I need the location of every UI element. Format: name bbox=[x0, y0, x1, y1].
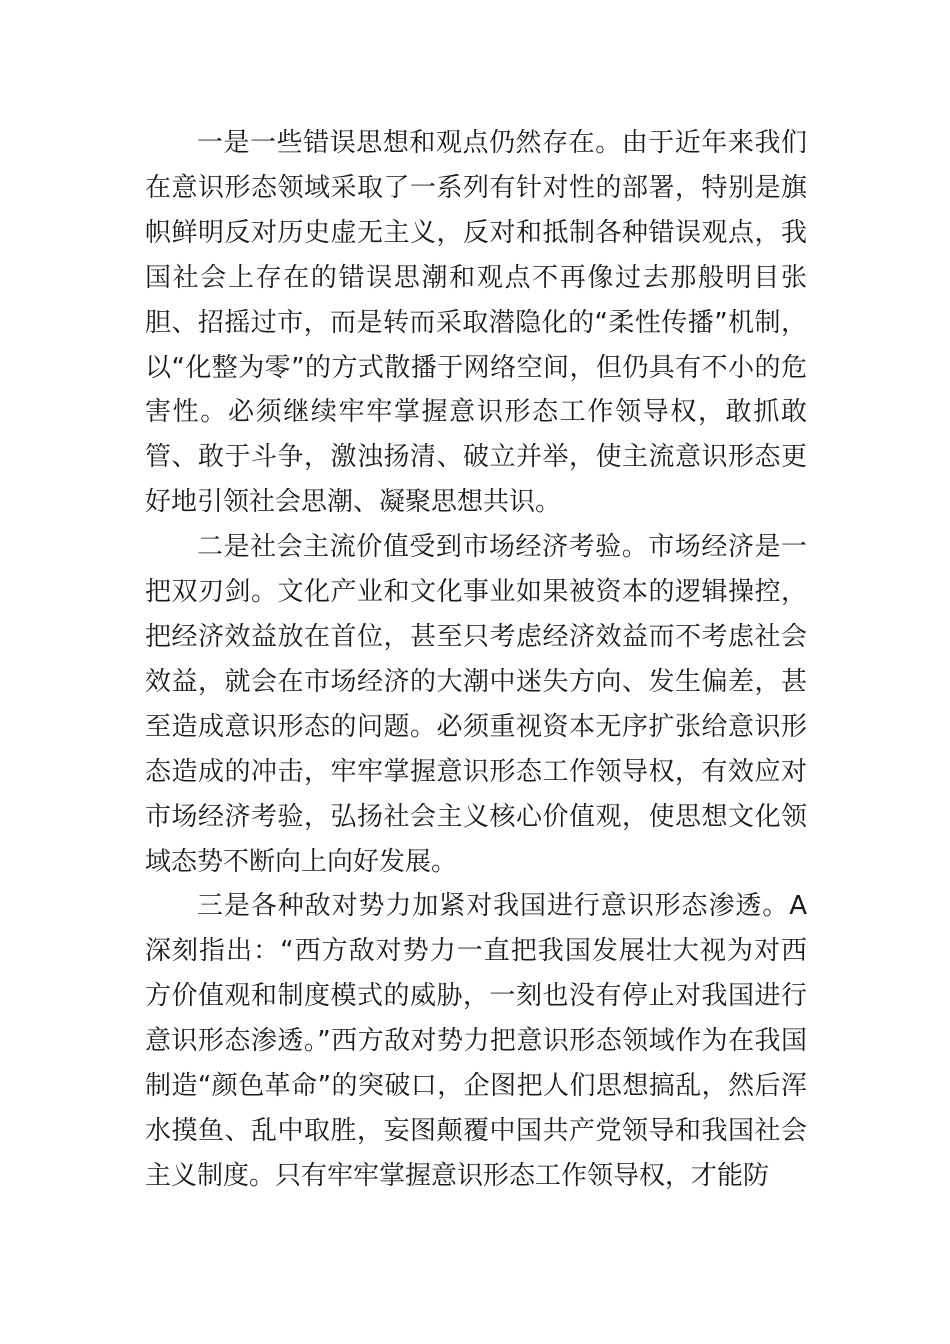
document-body bbox=[145, 121, 807, 1199]
paragraph-3: 三是各种敌对势力加紧对我国进行意识形态渗透。A深刻指出：“西方敌对势力一直把我国发展壮大视为对西方价值观和制度模式的威胁，一刻也没有停止对我国进行意识形态渗透。”西方敌对势力把意识形态领域作为在我国制造“颜色革命”的突破口，企图把人们思想搞乱，然后浑水摸鱼、乱中取胜，妄图颠覆中国共产党领导和我国社会主义制度。只有牢牢掌握意识形态工作领导权，才能防 bbox=[145, 891, 807, 1191]
paragraph-2: 二是社会主流价值受到市场经济考验。市场经济是一把双刃剑。文化产业和文化事业如果被资本的逻辑操控，把经济效益放在首位，甚至只考虑经济效益而不考虑社会效益，就会在市场经济的大潮中迷失方向、发生偏差，甚至造成意识形态的问题。必须重视资本无序扩张给意识形态造成的冲击，牢牢掌握意识形态工作领导权，有效应对市场经济考验，弘扬社会主义核心价值观，使思想文化领域态势不断向上向好发展。 bbox=[145, 532, 807, 877]
paragraph-1: 一是一些错误思想和观点仍然存在。由于近年来我们在意识形态领域采取了一系列有针对性的部署，特别是旗帜鲜明反对历史虚无主义，反对和抵制各种错误观点，我国社会上存在的错误思潮和观点不再像过去那般明目张胆、招摇过市，而是转而采取潜隐化的“柔性传播”机制，以“化整为零”的方式散播于网络空间，但仍具有不小的危害性。必须继续牢牢掌握意识形态工作领导权，敢抓敢管、敢于斗争，激浊扬清、破立并举，使主流意识形态更好地引领社会思潮、凝聚思想共识。 bbox=[145, 128, 807, 518]
